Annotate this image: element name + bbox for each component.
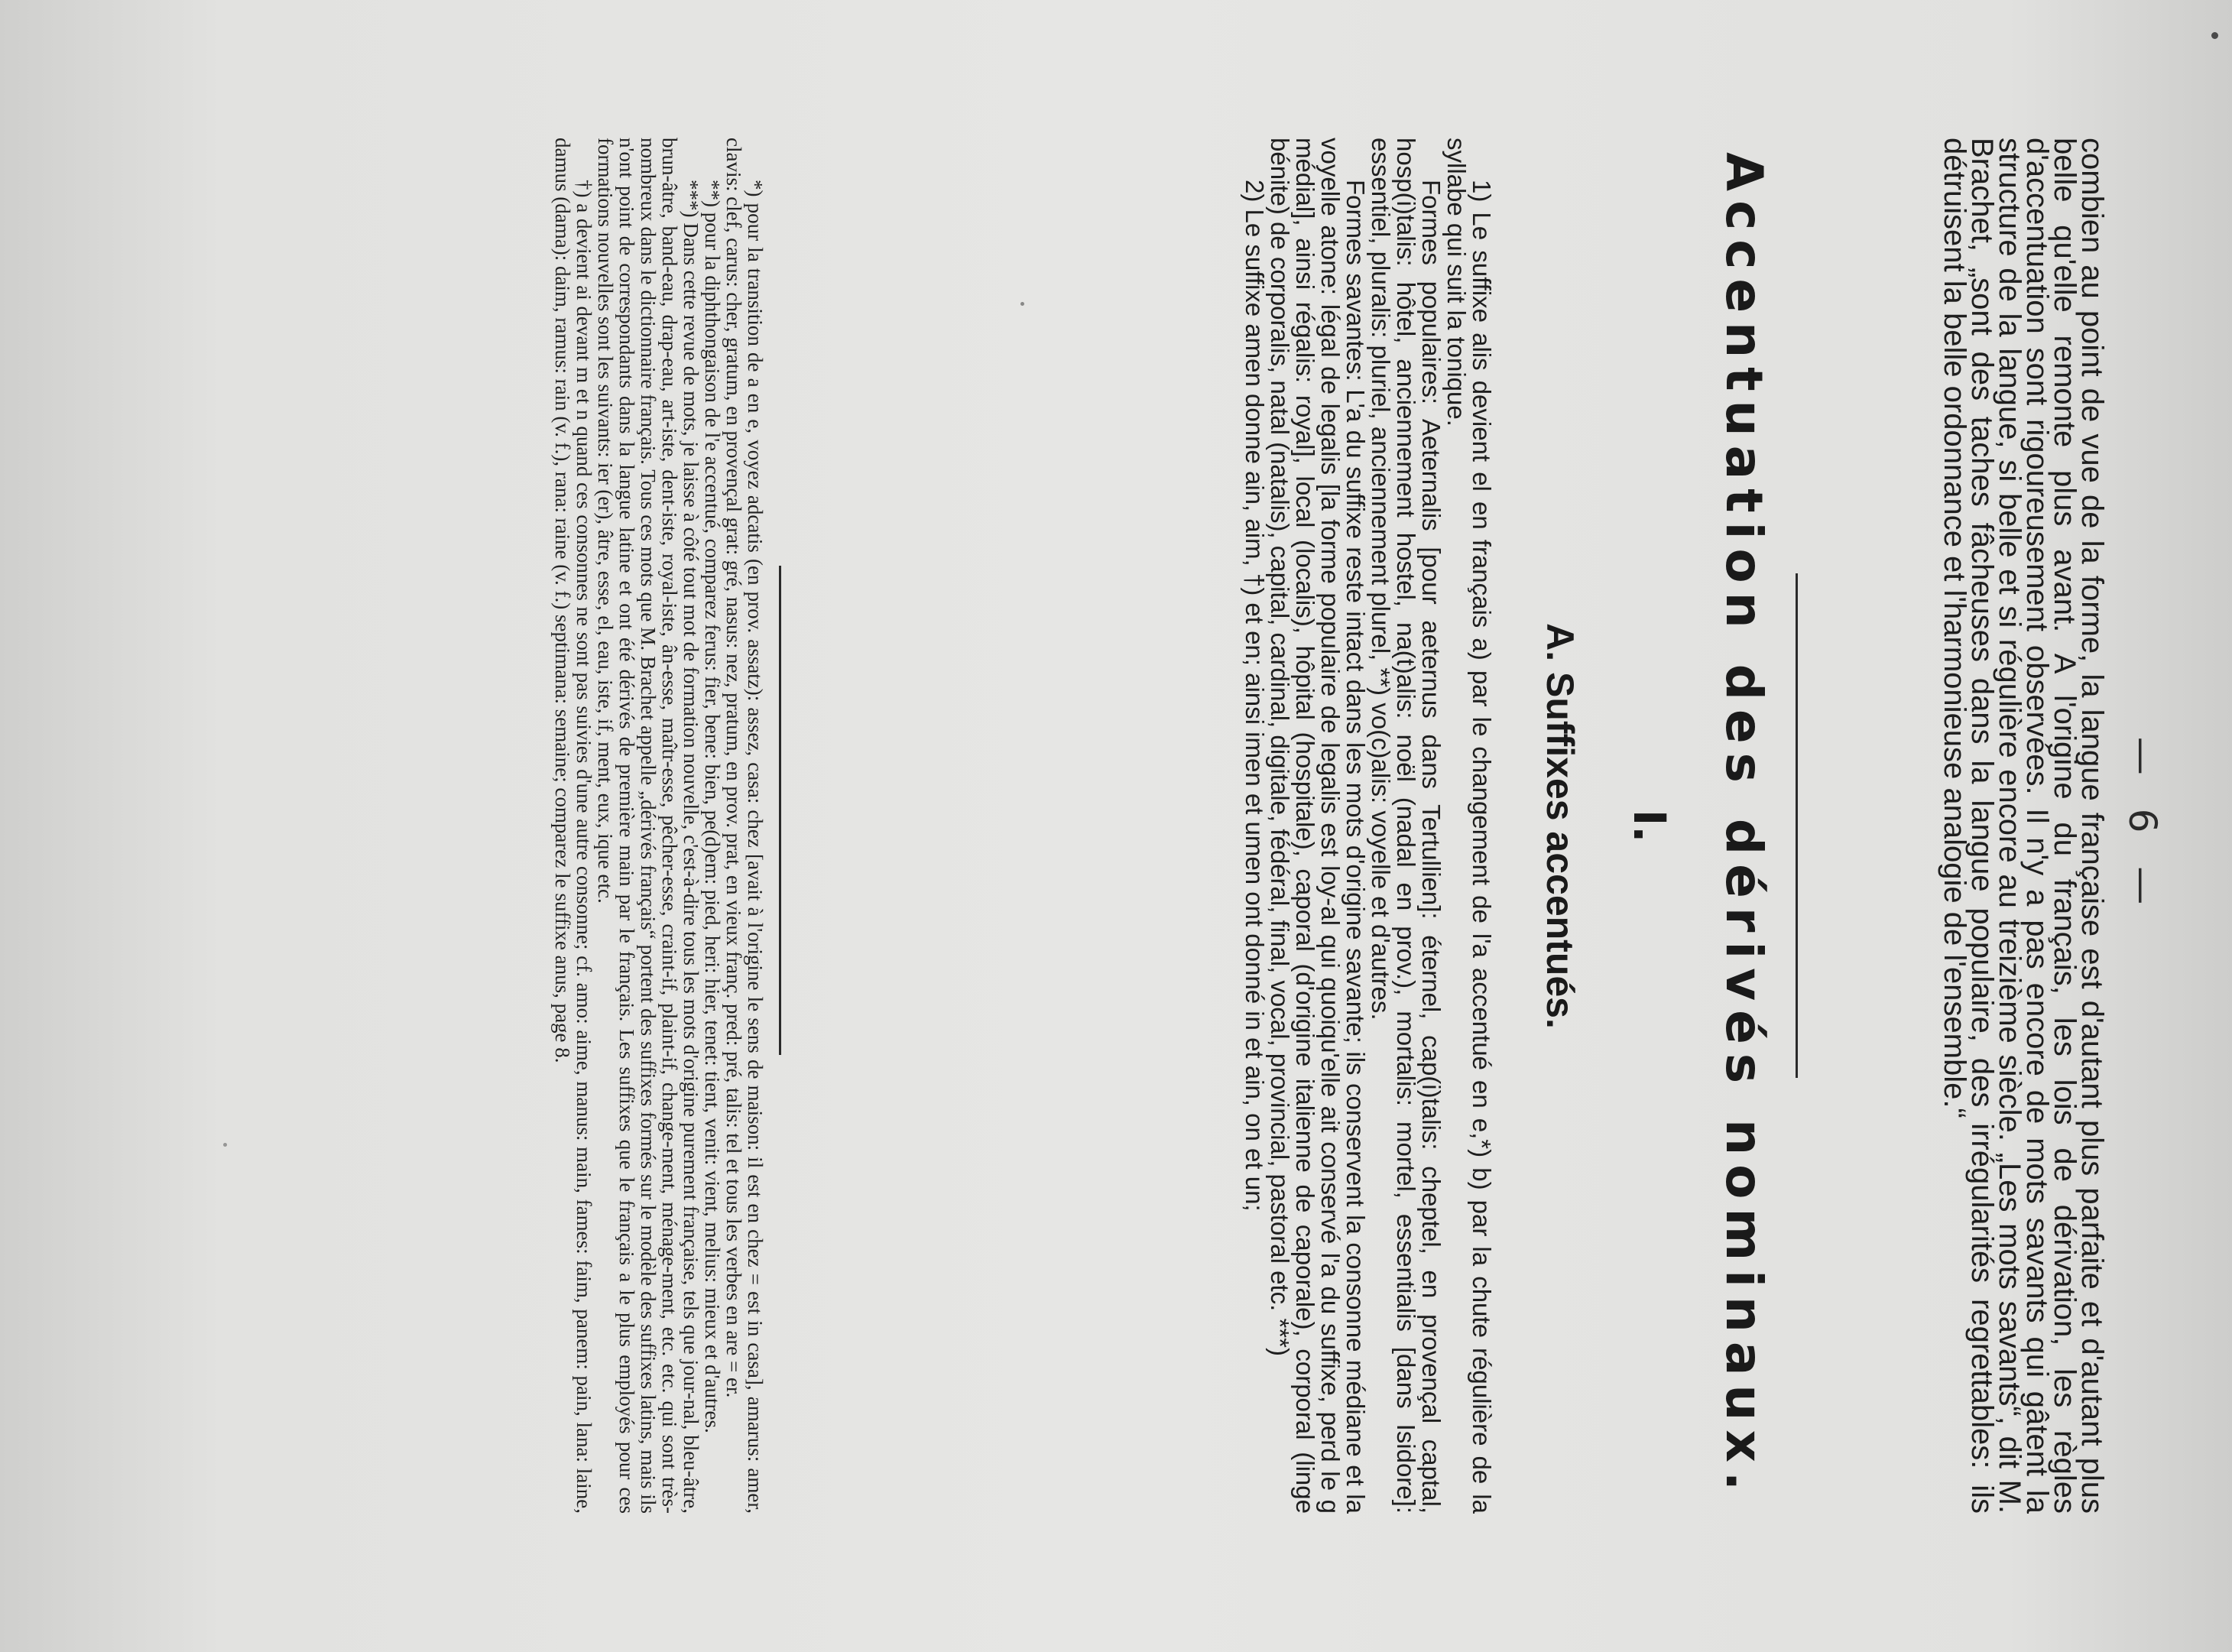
footnotes [552,138,766,1514]
footnote: **) pour la diphthongaison de l'e accentué, comparez ferus: fier, bene: bien, pe(d)em: pied, heri: hier, tenet: tient, venit: vient, melius: mieux et d'autres. [701,180,724,1433]
intro-text: combien au point de vue de la forme, la langue française est d'autant plus parfaite et d'autant plus belle qu'elle remonte plus avant. A l'origine du français, les lois de dérivation, les règles d'accentuation sont rigoureusement observées. Il n'y a pas encore de mots savants qui gâtent la structure de la langue, si belle et si régulière encore au treizième siècle. „Les mots savants“, dit M. Brachet, „sont des taches fâcheuses dans la langue populaire, des irrégularités regrettables: ils détruisent la belle ordonnance et l'harmonieuse analogie de l'ensemble.“ [1938,138,2109,1514]
footnote: ***) Dans cette revue de mots, je laisse à côté tout mot de formation nouvelle, c'est-à-dire tous les mots d'origine purement française, tels que jour-nal, bleu-âtre, brun-âtre, band-eau, drap-eau, art-iste, dent-iste, royal-iste, ân-esse, maîtr-esse, pêcher-esse, craint-if, plaint-if, change-ment, ménage-ment, etc. etc. qui sont très-nombreux dans le dictionnaire français. Tous ces mots que M. Brachet appelle „dérivés français“ portent des suffixes formés sur le modèle des suffixes latins, mais ils n'ont point de correspondants dans la langue latine et ont été dérivés de première main par le français. Les suffixes que le français a le plus employés pour ces formations nouvelles sont les suivants: ier (er), âtre, esse, el, eau, iste, if, ment, eux, ique etc. [594,138,702,1514]
separator-rule [1796,573,1798,1078]
body-paragraph: 1) Le suffixe alis devient el en français a) par le changement de l'a accentué en e,*) b) par la chute régulière de la syllabe qui suit la tonique. [1442,138,1496,1514]
section-heading: A. Suffixes accentués. [1539,623,1582,1029]
page-number: — 6 — [2120,736,2165,916]
body-paragraph: Formes populaires: Aeternalis [pour aeternus dans Tertullien]: éternel, cap(i)talis: cheptel, en provençal captal, hosp(i)talis: hôtel, anciennement hostel, na(t)alis: noël (nadal en prov.), mortalis: mortel, essentialis [dans Isidore]: essentiel, pluralis: pluriel, anciennement plurel, **) vo(c)alis: voyelle et d'autres. [1367,138,1445,1514]
footnote: *) pour la transition de a en e, voyez adcatis (en prov. assatz): assez, casa: chez [avait à l'origine le sens de maison: il est en chez = est in casa], amarus: amer, clavis: clef, carus: cher, gratum, en provençal grat: gré, nasus: nez, pratum, en prov. prat, en vieux franç. pred: pré, talis: tel et tous les verbes en are = er. [722,138,767,1514]
footnote: †) a devient ai devant m et n quand ces consonnes ne sont pas suivies d'une autre consonne; cf. amo: aime, manus: main, fames: faim, panem: pain, lana: laine, damus (dama): daim, ramus: rain (v. f.), rana: raine (v. f.) septimana: semaine; comparez le suffixe anus, page 8. [551,138,595,1514]
body-paragraph: 2) Le suffixe amen donne ain, aim, †) et en; ainsi imen et umen ont donné in et ain, on et un; [1241,180,1269,1212]
body-paragraph: Formes savantes: L'a du suffixe reste intact dans les mots d'origine savante; ils conservent la consonne médiane et la voyelle atone: légal de legalis [la forme populaire de legalis est loy-al qui quoiqu'elle ait conservé l'a du suffixe, perd le g médial], ainsi régalis: royal], local (localis), hôpital (hospitale), caporal (d'origine italienne de caporale), corporal (linge bénite) de corporalis, natal (natalis), capital, cardinal, digitale, fédéral, final, vocal, provincial, pastoral etc. ***) [1266,138,1370,1514]
intro-paragraph [1938,138,2109,1514]
footnote-separator [779,566,781,1055]
chapter-number: I. [1624,809,1676,843]
chapter-title: Accentuation des dérivés nominaux. [1715,152,1773,1500]
body-text [1242,138,1494,1514]
